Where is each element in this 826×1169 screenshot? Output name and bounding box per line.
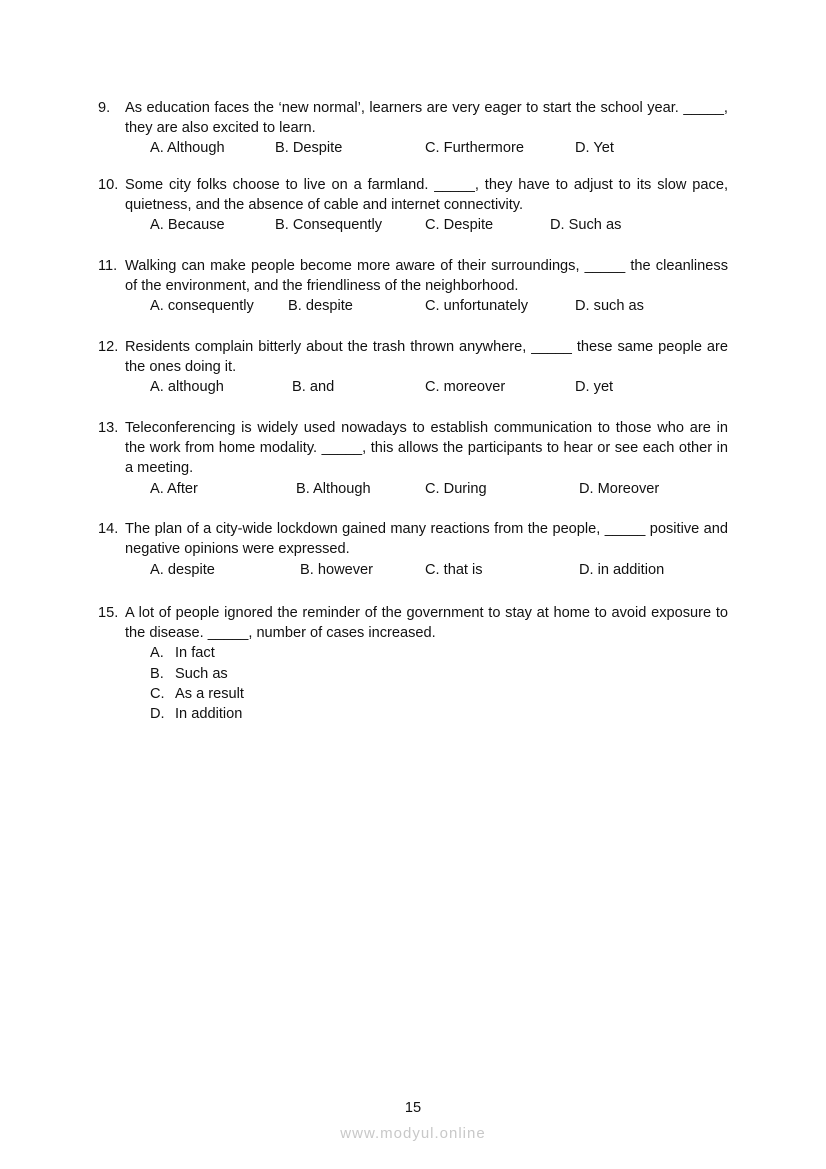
- question-11: [98, 256, 728, 317]
- option-text: In fact: [175, 645, 215, 662]
- option-c[interactable]: C. Despite: [425, 217, 494, 234]
- question-number: 11.: [98, 258, 118, 274]
- question-number: 10.: [98, 177, 119, 193]
- question-number: 9.: [98, 100, 111, 116]
- option-a[interactable]: A. although: [150, 379, 224, 396]
- question-12: [98, 337, 728, 398]
- option-b[interactable]: B. Despite: [275, 140, 343, 157]
- option-c[interactable]: C. unfortunately: [425, 298, 529, 315]
- option-c[interactable]: C. moreover: [425, 379, 506, 396]
- question-text: Some city folks choose to live on a farmland. _____, they have to adjust to its slow pace, quietness, and the absence of cable and internet connectivity.: [125, 177, 728, 214]
- option-b[interactable]: B. and: [292, 379, 335, 396]
- option-text: As a result: [175, 685, 244, 702]
- question-text: Walking can make people become more aware of their surroundings, _____ the cleanliness of the environment, and the friendliness of the neighborhood.: [125, 258, 728, 295]
- option-b[interactable]: B. Although: [296, 480, 371, 497]
- option-letter: C.: [150, 685, 165, 702]
- option-d[interactable]: D. Such as: [550, 217, 622, 234]
- option-a[interactable]: [150, 643, 728, 663]
- question-number: 12.: [98, 339, 119, 355]
- question-15: [98, 603, 728, 724]
- options-row: [98, 215, 728, 235]
- option-d[interactable]: D. yet: [575, 379, 614, 396]
- option-letter: D.: [150, 706, 165, 723]
- option-d[interactable]: [150, 704, 728, 724]
- option-letter: A.: [150, 645, 164, 662]
- question-13: [98, 418, 728, 499]
- options-row: [98, 377, 728, 397]
- question-text: As education faces the ‘new normal’, learners are very eager to start the school year. _____, they are also excited to learn.: [125, 100, 728, 137]
- option-c[interactable]: C. that is: [425, 562, 483, 579]
- option-b[interactable]: [150, 664, 728, 684]
- page-number: 15: [404, 1100, 422, 1116]
- question-9: [98, 98, 728, 159]
- question-text: A lot of people ignored the reminder of the government to stay at home to avoid exposure to the disease. _____, number of cases increased.: [125, 605, 728, 642]
- option-a[interactable]: A. despite: [150, 562, 215, 579]
- option-b[interactable]: B. however: [300, 562, 374, 579]
- question-10: [98, 175, 728, 236]
- question-14: [98, 519, 728, 581]
- option-letter: B.: [150, 665, 164, 682]
- option-c[interactable]: [150, 684, 728, 704]
- option-c[interactable]: C. Furthermore: [425, 140, 524, 157]
- option-a[interactable]: A. After: [150, 480, 198, 497]
- options-row: [98, 560, 728, 580]
- options-row: [98, 296, 728, 316]
- option-b[interactable]: B. despite: [288, 298, 353, 315]
- watermark: www.modyul.online: [340, 1125, 486, 1142]
- option-c[interactable]: C. During: [425, 480, 487, 497]
- question-number: 13.: [98, 420, 119, 436]
- options-row: [98, 479, 728, 499]
- option-a[interactable]: A. Because: [150, 217, 225, 234]
- question-number: 15.: [98, 605, 119, 621]
- question-number: 14.: [98, 521, 119, 537]
- option-d[interactable]: D. Yet: [575, 140, 614, 157]
- option-b[interactable]: B. Consequently: [275, 217, 383, 234]
- option-text: Such as: [175, 665, 228, 682]
- question-text: Teleconferencing is widely used nowadays to establish communication to those who are in the work from home modality. _____, this allows the participants to hear or see each other in a meeting.: [125, 420, 728, 477]
- option-d[interactable]: D. such as: [575, 298, 644, 315]
- question-text: The plan of a city-wide lockdown gained many reactions from the people, _____ positive and negative opinions were expressed.: [125, 521, 728, 558]
- option-text: In addition: [175, 706, 243, 723]
- option-a[interactable]: A. Although: [150, 140, 225, 157]
- option-d[interactable]: D. in addition: [579, 562, 665, 579]
- option-a[interactable]: A. consequently: [150, 298, 254, 315]
- question-text: Residents complain bitterly about the trash thrown anywhere, _____ these same people are the ones doing it.: [125, 339, 728, 376]
- options-row: [98, 138, 728, 158]
- option-d[interactable]: D. Moreover: [579, 480, 660, 497]
